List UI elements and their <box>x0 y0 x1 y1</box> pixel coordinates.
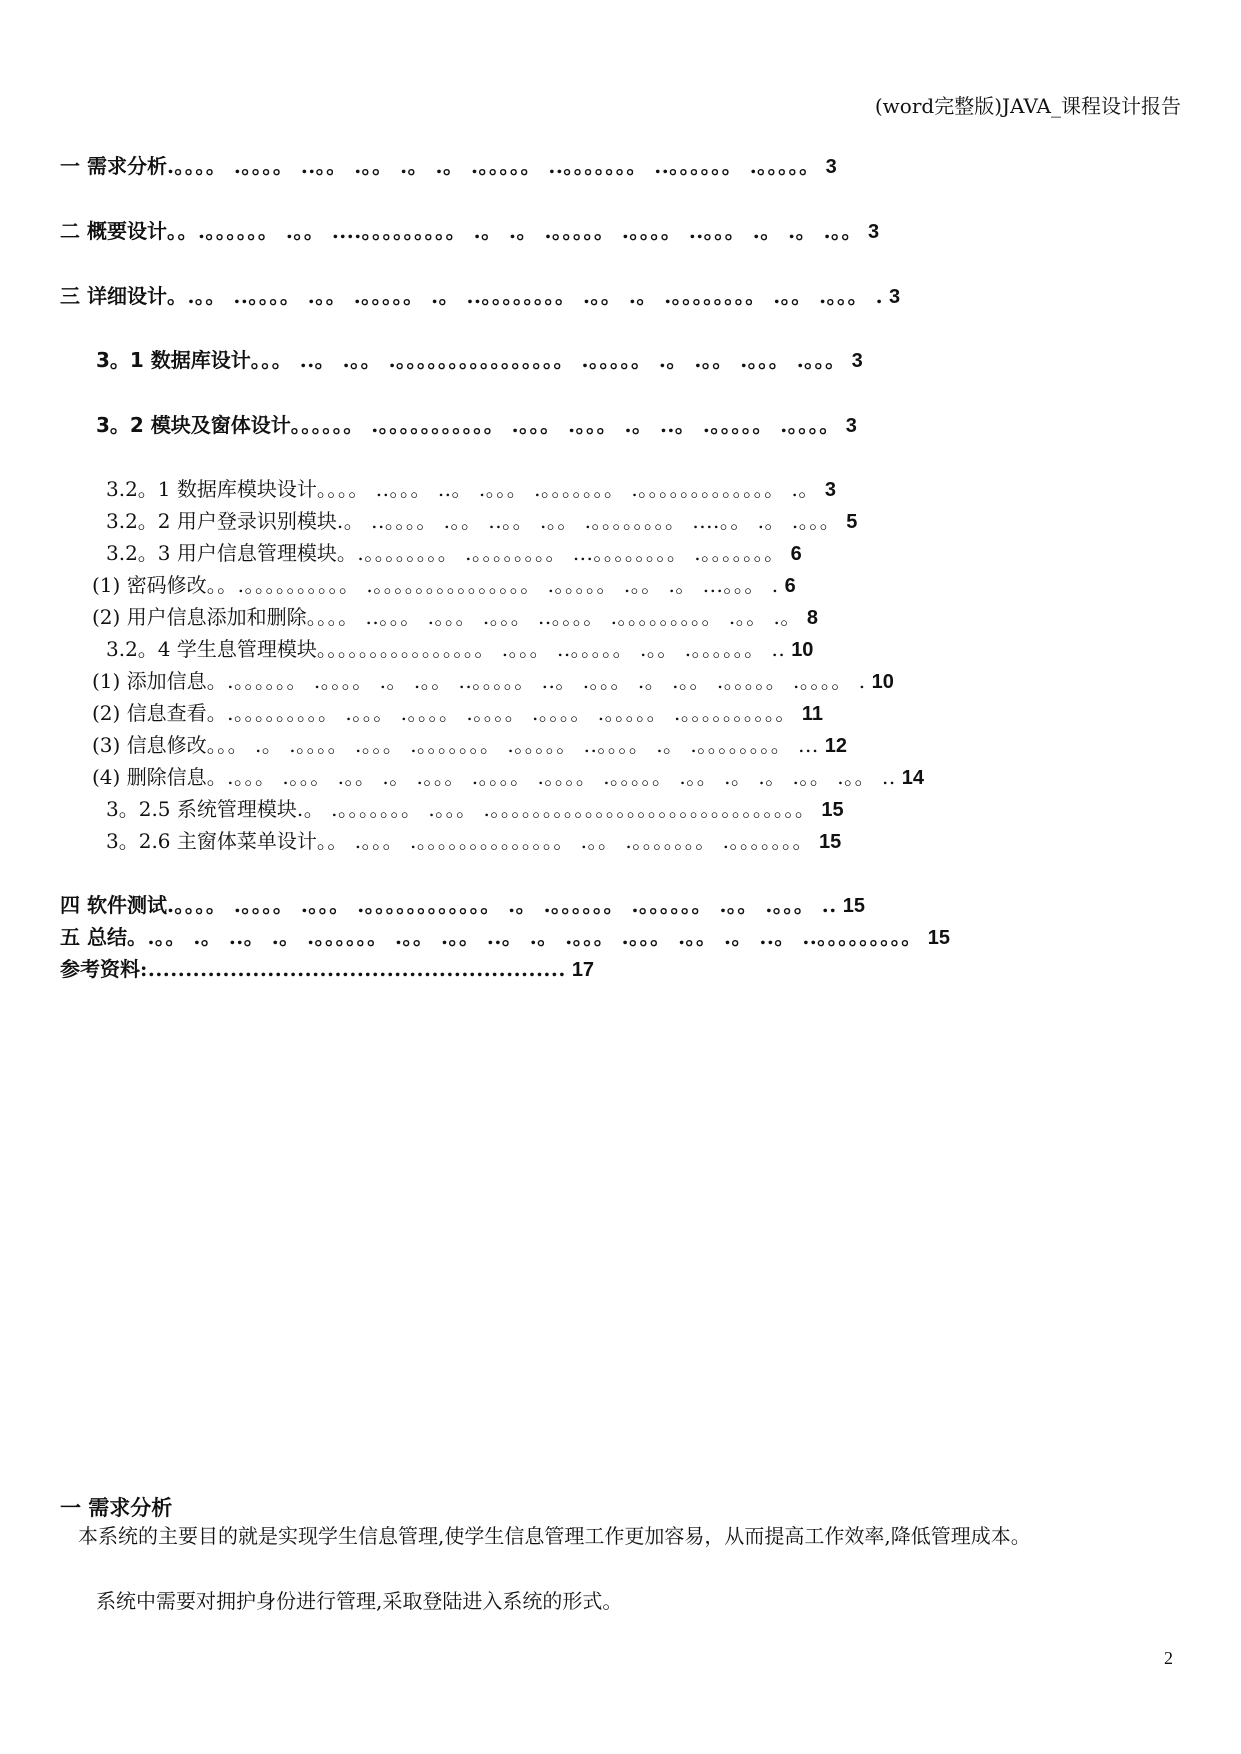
body-paragraph: 系统中需要对拥护身份进行管理,采取登陆进入系统的形式。 <box>96 1589 623 1613</box>
toc-label: 3。2.6 主窗体菜单设计 <box>106 829 317 853</box>
toc-leader: .。。。。 .。。。。 ..。。 .。。 .。 .。 .。。。。。 ..。。。。。。。 ..。。。。。。 .。。。。。 <box>166 154 820 178</box>
toc-leader: 。。 .。。。 .。。。。。。。。。。。。。。 .。。 .。。。。。。。 .。。。。。。。 <box>316 829 813 853</box>
toc-label: 3。1 数据库设计 <box>96 348 251 372</box>
toc-label: (3) 信息修改 <box>92 733 207 757</box>
toc-page: 3 <box>825 156 837 178</box>
toc-page: 8 <box>806 607 819 629</box>
toc-label: 3.2。1 数据库模块设计 <box>106 477 317 501</box>
toc-leader: 。。。。 ..。。。 ..。 .。。。 .。。。。。。。 .。。。。。。。。。。。。。 .。 <box>316 477 819 501</box>
toc-leader: .。。。。 .。。。。 .。。。 .。。。。。。。。。。。。 .。 .。。。。。。 .。。。。。。 .。。 .。。。 .. <box>166 893 837 917</box>
toc-entry-3 <box>60 283 900 310</box>
section-heading: 一 需求分析 <box>60 1496 173 1520</box>
toc-label: 三 详细设计 <box>60 284 167 308</box>
toc-entry-9 <box>92 572 796 599</box>
toc-label: 3。2 模块及窗体设计 <box>96 413 291 437</box>
toc-label: 五 总结 <box>60 925 127 949</box>
toc-page: 6 <box>790 543 802 565</box>
toc-leader: 。.。。 .。 ..。 .。 .。。。。。。 .。。 .。。 ..。 .。 .。。。 .。。。 .。。 .。 ..。 ..。。。。。。。。。 <box>126 925 922 949</box>
toc-page: 10 <box>871 671 894 693</box>
toc-label: (1) 添加信息 <box>92 669 207 693</box>
toc-label: 参考资料 <box>60 957 140 981</box>
toc-label: 四 软件测试 <box>60 893 167 917</box>
toc-label: 二 概要设计 <box>60 219 167 243</box>
toc-entry-19 <box>60 924 950 951</box>
toc-page: 15 <box>927 927 950 949</box>
toc-page: 11 <box>801 703 823 725</box>
toc-page: 10 <box>791 639 814 661</box>
toc-entry-15 <box>92 764 924 791</box>
document-header: (word完整版)JAVA_课程设计报告 <box>874 94 1181 118</box>
toc-leader: .。 .。。。。。。。 .。。。 .。。。。。。。。。。。。。。。。。。。。。。。。。。。。。。 <box>296 797 816 821</box>
toc-label: 3。2.5 系统管理模块 <box>106 797 297 821</box>
toc-entry-1 <box>60 153 837 180</box>
toc-entry-13 <box>92 700 823 727</box>
toc-entry-6 <box>106 476 836 503</box>
toc-entry-16 <box>106 796 844 823</box>
toc-entry-8 <box>106 540 802 567</box>
toc-leader: 。.。。。 .。。。 .。。 .。 .。。。 .。。。。 .。。。。 .。。。。。 .。。 .。 .。 .。。 .。。 .. <box>206 765 896 789</box>
toc-leader: :........................................................ <box>140 957 566 981</box>
toc-page: 3 <box>889 286 901 308</box>
toc-page: 3 <box>851 350 863 372</box>
toc-page: 3 <box>845 415 857 437</box>
toc-entry-14 <box>92 732 847 759</box>
toc-leader: 。。。 ..。 .。。 .。。。。。。。。。。。。。。。。 .。。。。。 .。 .。。 .。。。 .。。。 <box>250 348 846 372</box>
toc-page: 12 <box>824 735 847 757</box>
toc-label: (1) 密码修改 <box>92 573 207 597</box>
toc-page: 3 <box>824 479 837 501</box>
toc-page: 17 <box>571 959 595 981</box>
toc-leader: 。。。。。。 .。。。。。。。。。。。 .。。。 .。。。 .。 ..。 .。。。。。 .。。。。 <box>290 413 840 437</box>
toc-page: 15 <box>842 895 865 917</box>
toc-entry-12 <box>92 668 894 695</box>
body-paragraph: 本系统的主要目的就是实现学生信息管理,使学生信息管理工作更加容易，从而提高工作效率,降低管理成本。 <box>78 1524 1031 1548</box>
toc-entry-2 <box>60 218 879 245</box>
toc-leader: 。。.。。。。。。 .。。 ....。。。。。。。。。 .。 .。 .。。。。。 .。。。。 ..。。。 .。 .。 .。。 <box>166 219 863 243</box>
toc-entry-18 <box>60 892 865 919</box>
toc-label: 3.2。3 用户信息管理模块 <box>106 541 337 565</box>
toc-leader: 。。。。。。。。。。。。。。。。 .。。。 ..。。。。。 .。。 .。。。。。。 .. <box>316 637 786 661</box>
page-number: 2 <box>1164 1648 1173 1668</box>
toc-entry-4 <box>96 347 863 374</box>
toc-leader: 。.。。 ..。。。。 .。。 .。。。。。 .。 ..。。。。。。。。 .。。 .。 .。。。。。。。。 .。。 .。。。 . <box>166 284 884 308</box>
toc-leader: 。.。。。。。。 .。。。。 .。 .。。 ..。。。。。 ..。 .。。。 .。 .。。 .。。。。。 .。。。。 . <box>206 669 866 693</box>
toc-leader: 。。。 .。 .。。。。 .。。。 .。。。。。。。 .。。。。。 ..。。。。 .。 .。。。。。。。。 ... <box>206 733 819 757</box>
toc-entry-17 <box>106 828 841 855</box>
toc-page: 3 <box>868 221 880 243</box>
toc-entry-7 <box>106 508 857 535</box>
toc-page: 14 <box>901 767 924 789</box>
toc-leader: .。 ..。。。。 .。。 ..。。 .。。 .。。。。。。。。 ....。。 .。 .。。。 <box>336 509 841 533</box>
toc-entry-11 <box>106 636 813 663</box>
toc-leader: 。.。。。。。。。。。 .。。。 .。。。。 .。。。。 .。。。。 .。。。。。 .。。。。。。。。。。 <box>206 701 796 725</box>
toc-entry-5 <box>96 412 857 439</box>
toc-entry-20 <box>60 956 594 983</box>
toc-label: 3.2。4 学生息管理模块 <box>106 637 317 661</box>
toc-label: 3.2。2 用户登录识别模块 <box>106 509 337 533</box>
toc-page: 15 <box>818 831 842 853</box>
toc-leader: 。.。。。。。。。。 .。。。。。。。。 ...。。。。。。。。 .。。。。。。。 <box>336 541 785 565</box>
toc-label: 一 需求分析 <box>60 154 167 178</box>
toc-label: (4) 删除信息 <box>92 765 207 789</box>
toc-leader: 。。。。 ..。。。 .。。。 .。。。 ..。。。。 .。。。。。。。。。 .。。 .。 <box>306 605 801 629</box>
toc-page: 5 <box>846 511 858 533</box>
toc-entry-10 <box>92 604 818 631</box>
toc-page: 15 <box>821 799 844 821</box>
toc-label: (2) 用户信息添加和删除 <box>92 605 307 629</box>
toc-leader: 。。.。。。。。。。。。。 .。。。。。。。。。。。。。。。 .。。。。。 .。。 .。 ...。。。 . <box>206 573 779 597</box>
toc-label: (2) 信息查看 <box>92 701 207 725</box>
toc-page: 6 <box>784 575 796 597</box>
